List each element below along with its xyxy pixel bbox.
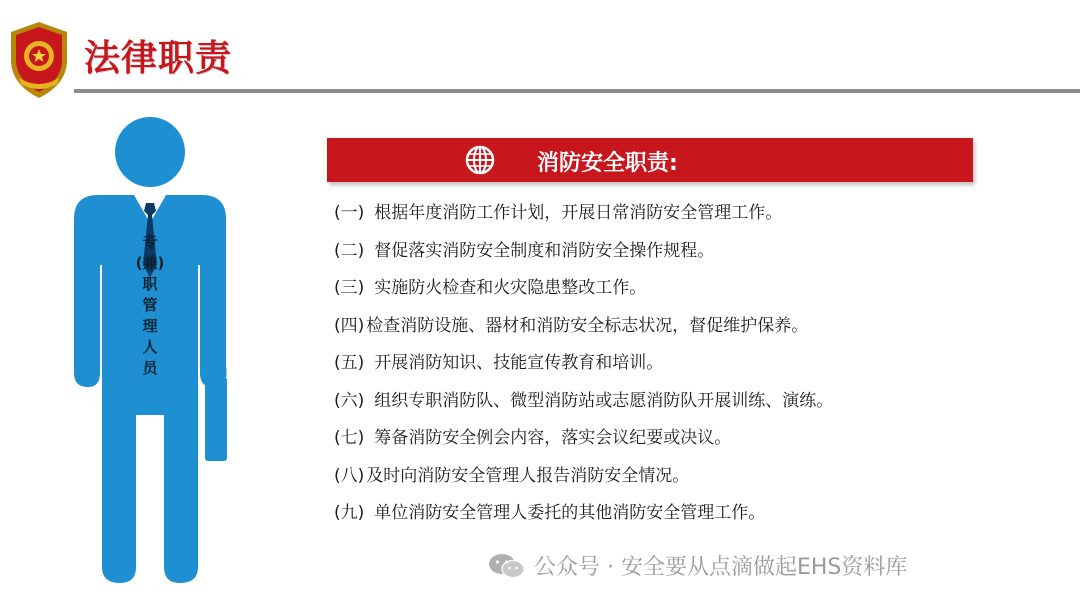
fire-rescue-emblem-icon bbox=[5, 20, 73, 100]
list-item bbox=[334, 311, 1034, 349]
list-item bbox=[334, 498, 1034, 536]
item-text: 检查消防设施、器材和消防安全标志状况，督促维护保养。 bbox=[366, 315, 809, 336]
figure-label bbox=[132, 232, 168, 379]
figure-label-char: 员 bbox=[142, 359, 158, 377]
list-item bbox=[334, 273, 1034, 311]
item-text: 督促落实消防安全制度和消防安全操作规程。 bbox=[374, 240, 715, 261]
list-item bbox=[334, 236, 1034, 274]
list-item bbox=[334, 198, 1034, 236]
globe-icon bbox=[465, 145, 495, 175]
item-number: (八) bbox=[334, 465, 365, 486]
figure-label-char: 理 bbox=[142, 317, 158, 335]
duty-list bbox=[334, 198, 1034, 536]
wechat-icon bbox=[488, 552, 526, 580]
figure-label-char: 管 bbox=[142, 296, 158, 314]
item-number: (七) bbox=[334, 428, 365, 448]
item-text: 开展消防知识、技能宣传教育和培训。 bbox=[374, 353, 664, 373]
list-item bbox=[334, 348, 1034, 386]
header-divider bbox=[74, 89, 1080, 93]
list-item bbox=[334, 423, 1034, 461]
item-number: (三) bbox=[334, 278, 365, 298]
watermark-text: 公众号 · 安全要从点滴做起EHS资料库 bbox=[534, 555, 908, 580]
watermark bbox=[488, 550, 907, 581]
list-item bbox=[334, 386, 1034, 424]
item-number: (五) bbox=[334, 353, 365, 373]
item-number: (九) bbox=[334, 503, 365, 523]
item-number: (一) bbox=[334, 203, 365, 223]
figure-label-char: (兼) bbox=[135, 254, 165, 272]
figure-label-char: 人 bbox=[142, 338, 158, 356]
section-banner bbox=[327, 138, 973, 182]
item-text: 根据年度消防工作计划，开展日常消防安全管理工作。 bbox=[374, 203, 783, 223]
item-text: 组织专职消防队、微型消防站或志愿消防队开展训练、演练。 bbox=[374, 390, 834, 411]
item-text: 实施防火检查和火灾隐患整改工作。 bbox=[374, 278, 647, 298]
item-number: (二) bbox=[334, 240, 365, 261]
item-text: 单位消防安全管理人委托的其他消防安全管理工作。 bbox=[374, 503, 766, 523]
list-item bbox=[334, 461, 1034, 499]
figure-label-char: 专 bbox=[142, 233, 158, 251]
page-title: 法律职责 bbox=[84, 38, 233, 79]
item-text: 及时向消防安全管理人报告消防安全情况。 bbox=[366, 465, 690, 486]
banner-title: 消防安全职责: bbox=[537, 151, 678, 176]
item-text: 筹备消防安全例会内容，落实会议纪要或决议。 bbox=[374, 428, 732, 448]
item-number: (六) bbox=[334, 390, 365, 411]
item-number: (四) bbox=[334, 315, 365, 336]
figure-label-char: 职 bbox=[142, 275, 158, 293]
